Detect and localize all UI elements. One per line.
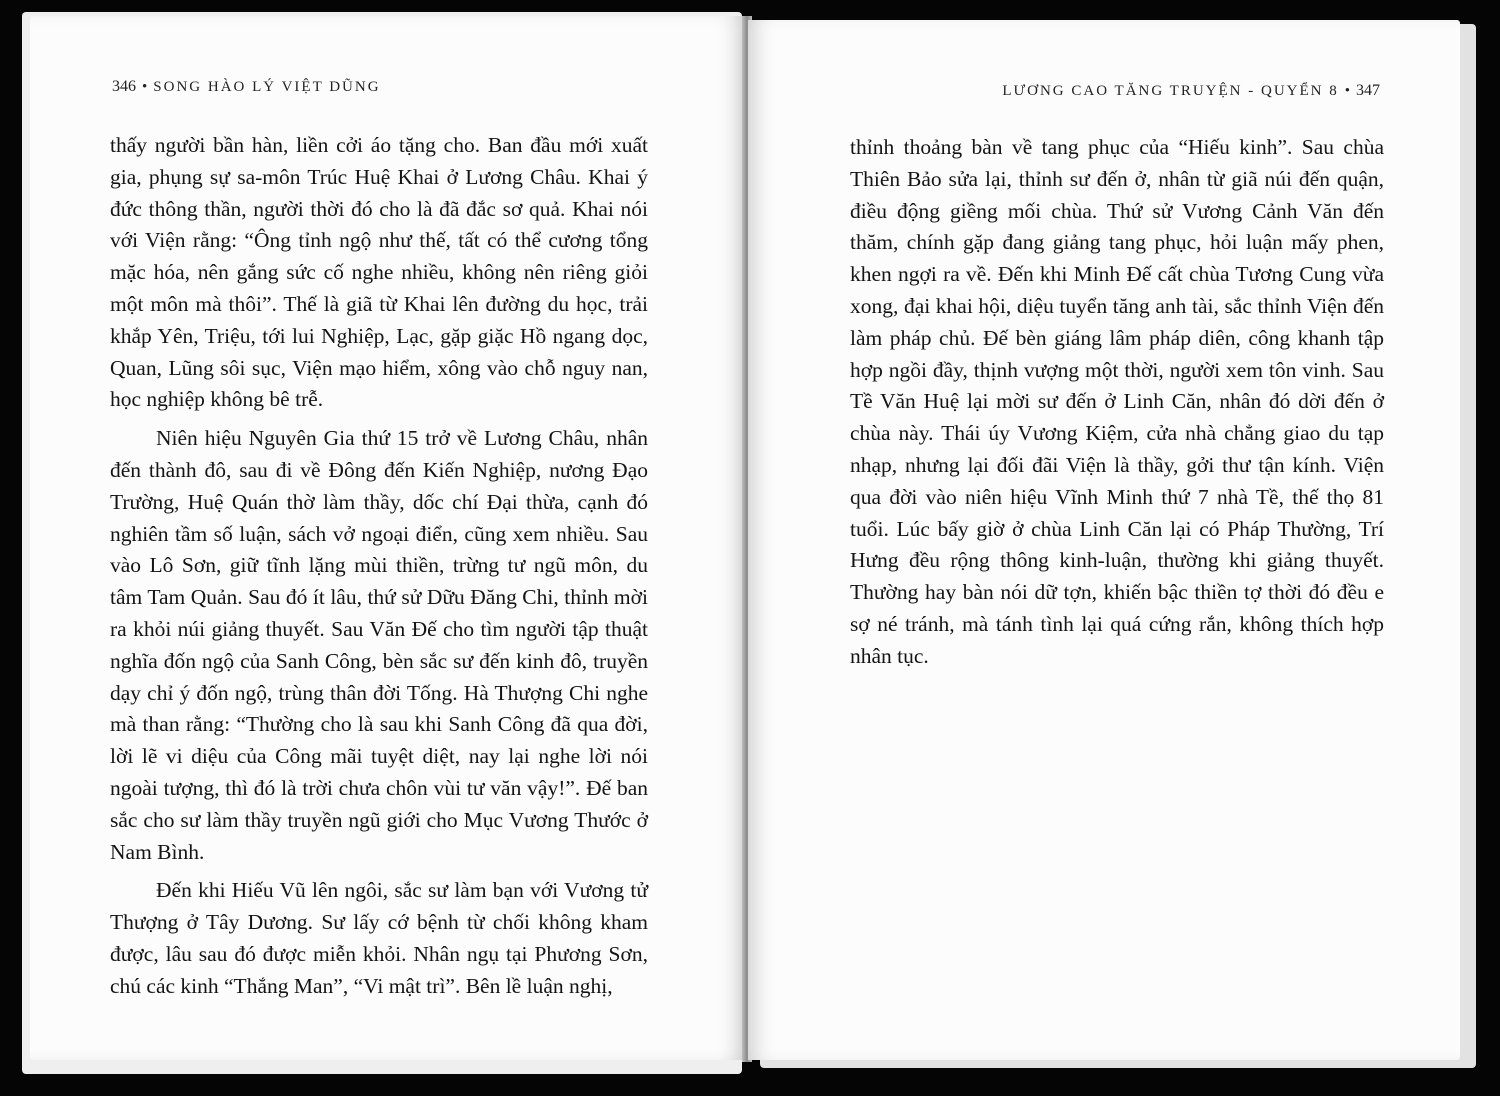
left-paragraph-3: Đến khi Hiếu Vũ lên ngôi, sắc sư làm bạn với Vương tử Thượng ở Tây Dương. Sư lấy cớ bệnh từ chối không kham được, lâu sau đó được miễn khỏi. Nhân ngụ tại Phương Sơn, chú các kinh “Thắng Man”, “Vi mật trì”. Bên lề luận nghị, bbox=[110, 878, 648, 998]
left-running-head bbox=[112, 78, 381, 96]
left-running-head-title: SONG HÀO LÝ VIỆT DŨNG bbox=[153, 79, 381, 95]
right-page-body bbox=[850, 132, 1384, 680]
right-running-head-title: LƯƠNG CAO TĂNG TRUYỆN - QUYỂN 8 bbox=[1002, 83, 1339, 99]
left-page-number: 346 bbox=[112, 78, 136, 95]
bullet-separator: • bbox=[1344, 83, 1350, 99]
left-page-body bbox=[110, 130, 648, 1010]
left-paragraph-2: Niên hiệu Nguyên Gia thứ 15 trở về Lương Châu, nhân đến thành đô, sau đi về Đông đến Kiến Nghiệp, nương Đạo Trường, Huệ Quán thờ làm thầy, dốc chí Đại thừa, cạnh đó nghiên tầm số luận, sách vở ngoại điển, cũng xem nhiều. Sau vào Lô Sơn, giữ tĩnh lặng mùi thiền, trừng tư ngũ môn, du tâm Tam Quản. Sau đó ít lâu, thứ sử Dữu Đăng Chi, thỉnh mời ra khỏi núi giảng thuyết. Sau Văn Đế cho tìm người tập thuật nghĩa đốn ngộ của Sanh Công, bèn sắc sư đến kinh đô, truyền dạy chỉ ý đốn ngộ, trùng thân đời Tống. Hà Thượng Chi nghe mà than rằng: “Thường cho là sau khi Sanh Công đã qua đời, lời lẽ vi diệu của Công mãi tuyệt diệt, nay lại nghe lời nói ngoài tượng, thì đó là trời chưa chôn vùi tư văn vậy!”. Đế ban sắc cho sư làm thầy truyền ngũ giới cho Mục Vương Thước ở Nam Bình. bbox=[110, 426, 648, 864]
right-page-number: 347 bbox=[1356, 82, 1380, 99]
bullet-separator: • bbox=[142, 79, 148, 95]
right-running-head bbox=[1002, 82, 1380, 100]
left-page bbox=[30, 16, 746, 1060]
right-page bbox=[748, 20, 1460, 1060]
left-paragraph-1: thấy người bần hàn, liền cởi áo tặng cho. Ban đầu mới xuất gia, phụng sự sa-môn Trúc Huệ Khai ở Lương Châu. Khai ý đức thông thần, người thời đó cho là đã đắc sơ quả. Khai nói với Viện rằng: “Ông tỉnh ngộ như thế, tất có thể cương tổng mặc hóa, nên gắng sức cố nghe nhiều, không nên riêng giỏi một môn mà thôi”. Thế là giã từ Khai lên đường du học, trải khắp Yên, Triệu, tới lui Nghiệp, Lạc, gặp giặc Hồ ngang dọc, Quan, Lũng sôi sục, Viện mạo hiểm, xông vào chỗ nguy nan, học nghiệp không bê trễ. bbox=[110, 133, 648, 412]
right-paragraph-1: thỉnh thoảng bàn về tang phục của “Hiếu kinh”. Sau chùa Thiên Bảo sửa lại, thỉnh sư đến ở, nhân từ giã núi đến quận, điều động giềng mối chùa. Thứ sử Vương Cảnh Văn đến thăm, chính gặp đang giảng tang phục, hỏi luận mấy phen, khen ngợi ra về. Đến khi Minh Đế cất chùa Tương Cung vừa xong, đại khai hội, diệu tuyển tăng anh tài, sắc thỉnh Viện đến làm pháp chủ. Đế bèn giáng lâm pháp diên, công khanh tập hợp ngồi đầy, thịnh vượng một thời, người xem tôn vinh. Sau Tề Văn Huệ lại mời sư đến ở Linh Căn, nhân đó dời đến ở chùa này. Thái úy Vương Kiệm, cửa nhà chẳng giao du tạp nhạp, nhưng lại đối đãi Viện là thầy, gởi thư tận kính. Viện qua đời vào niên hiệu Vĩnh Minh thứ 7 nhà Tề, thế thọ 81 tuổi. Lúc bấy giờ ở chùa Linh Căn lại có Pháp Thường, Trí Hưng đều rộng thông kinh-luận, thường khi giảng thuyết. Thường hay bàn nói dữ tợn, khiến bậc thiền tợ thời đó đều e sợ né tránh, mà tánh tình lại quá cứng rắn, không thích hợp nhân tục. bbox=[850, 135, 1384, 668]
